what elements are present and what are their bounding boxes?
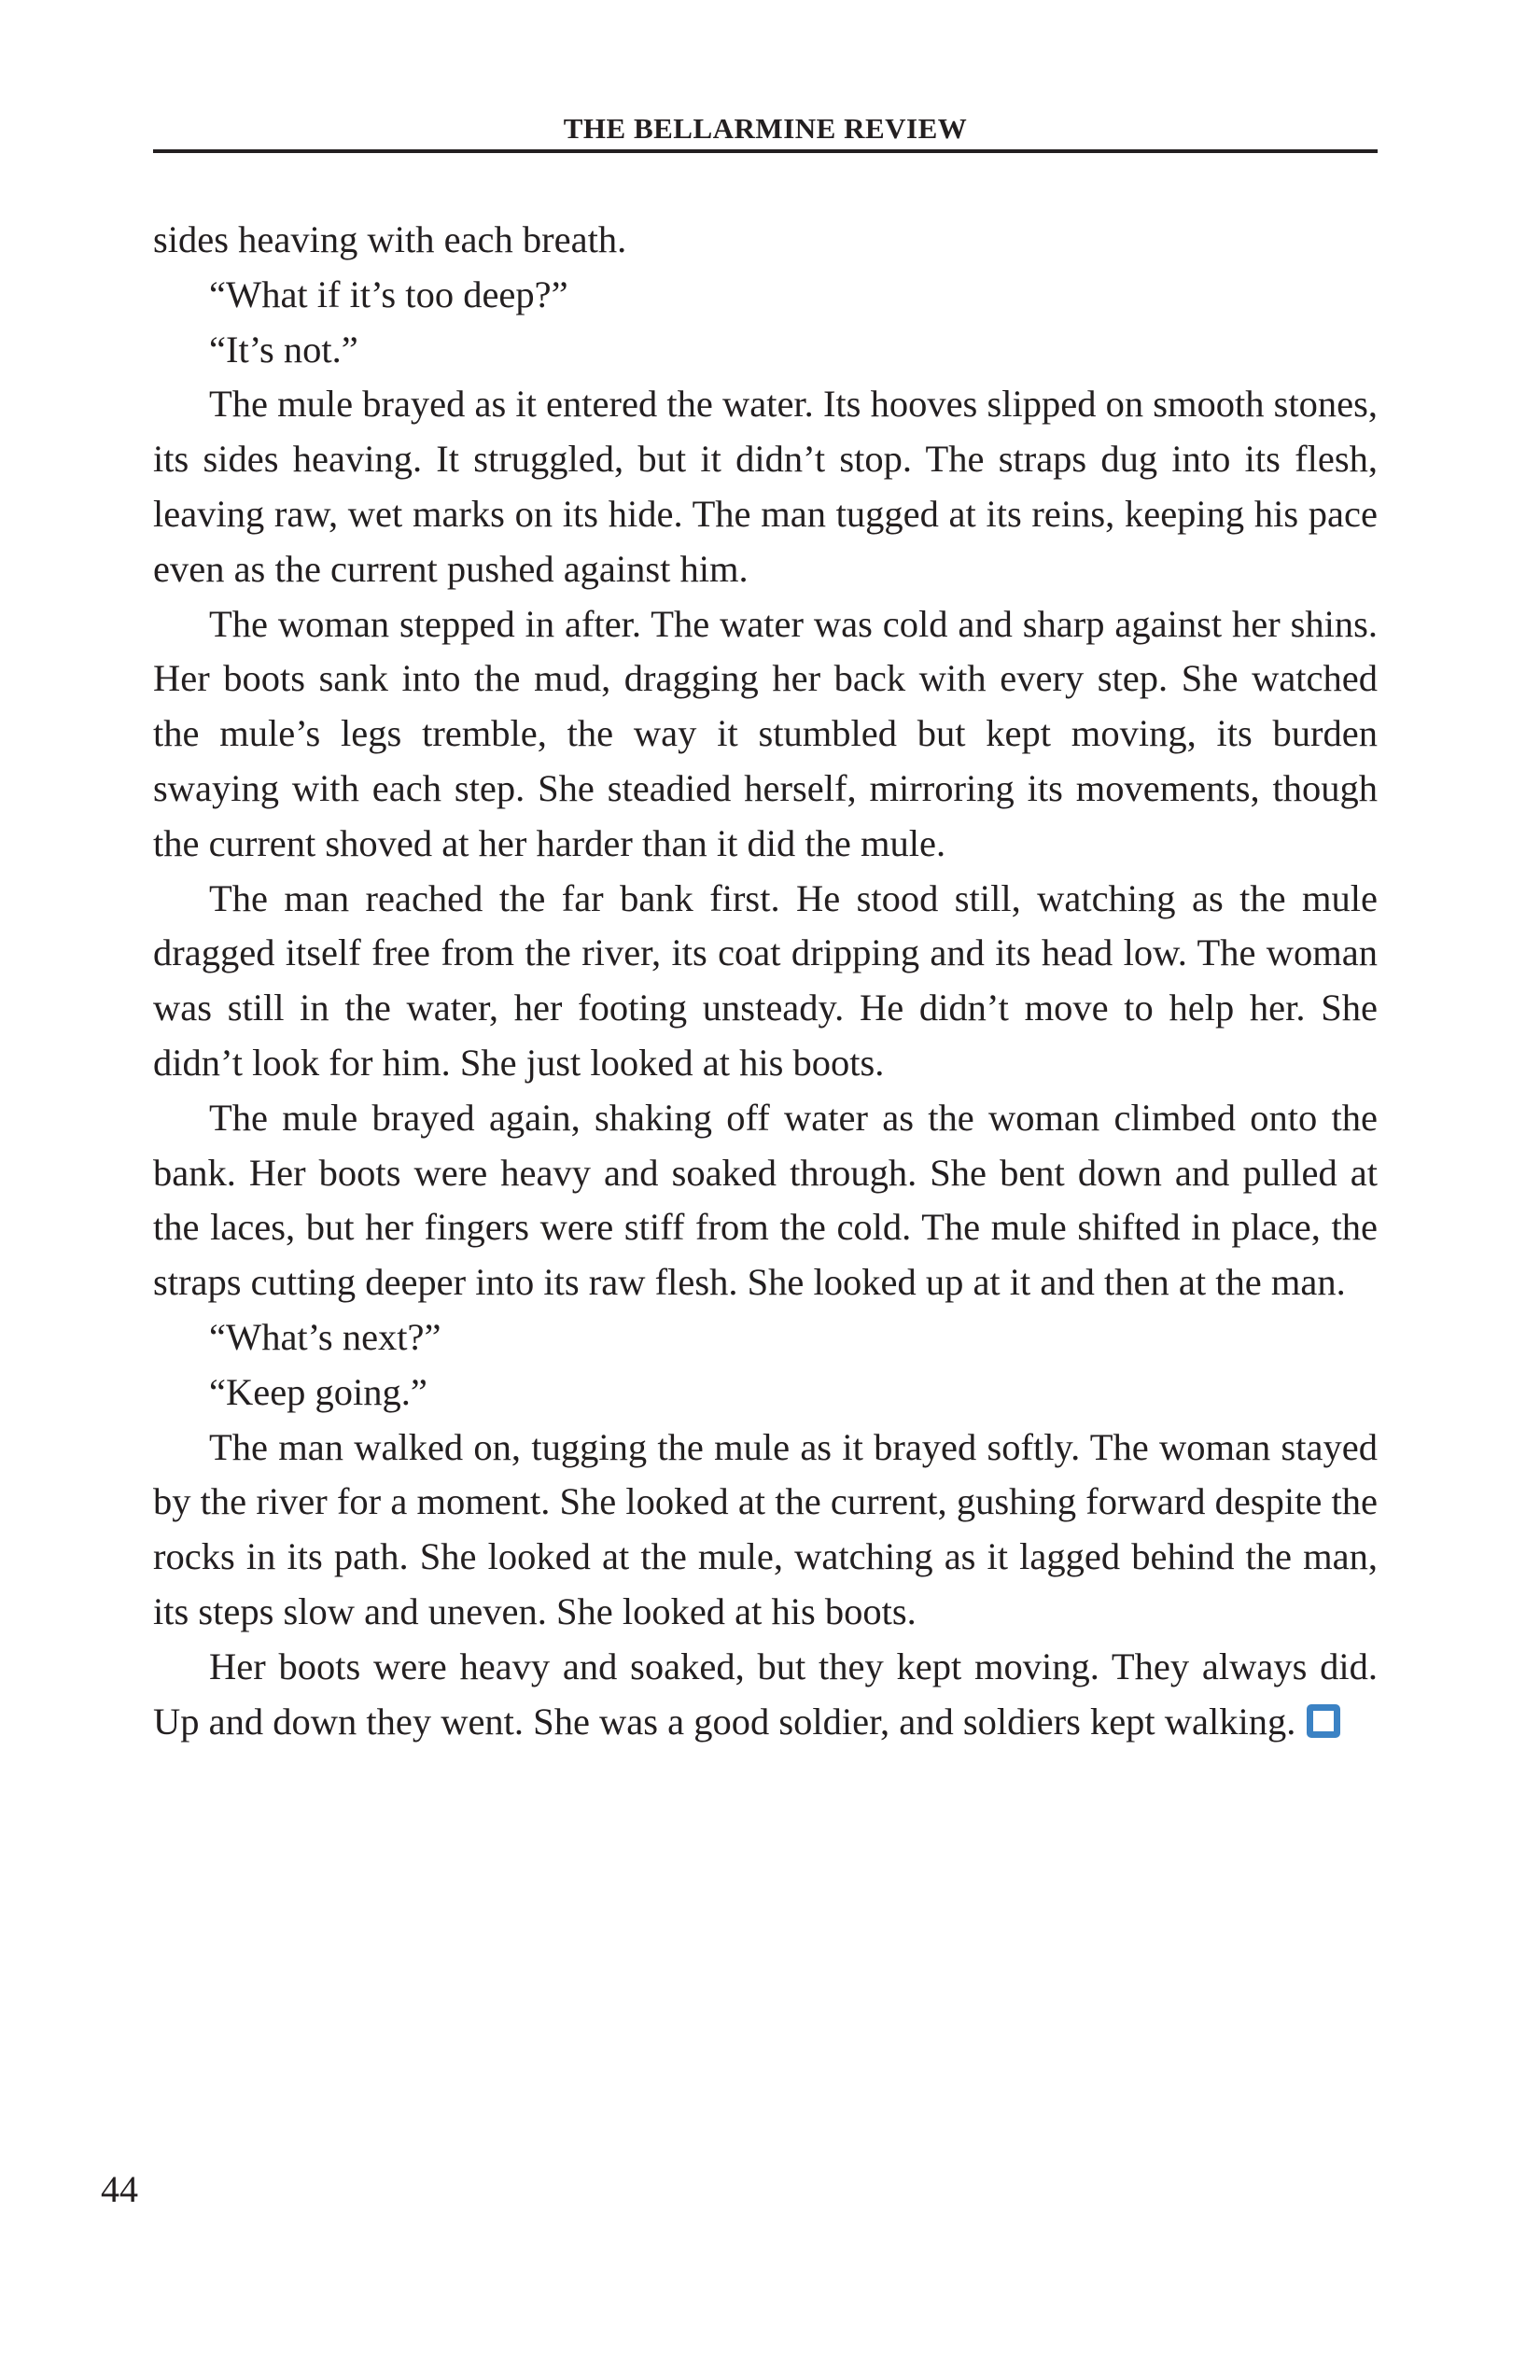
story-text xyxy=(153,213,1378,1749)
paragraph-4: The mule brayed as it entered the water. Its hooves slipped on smooth stones, its sides heaving. It struggled, but it didn’t stop. The straps dug into its flesh, leaving raw, wet marks on its hide. The man tugged at its reins, keeping his pace even as the current pushed against him. xyxy=(153,383,1378,590)
page-number: 44 xyxy=(101,2168,138,2210)
header-rule xyxy=(153,149,1378,153)
paragraph-8: “What’s next?” xyxy=(209,1315,441,1358)
paragraph-9: “Keep going.” xyxy=(209,1370,427,1413)
paragraph-5: The woman stepped in after. The water was cold and sharp against her shins. Her boots sank into the mud, dragging her back with every step. She watched the mule’s legs tremble, the way it stumbled but kept moving, its burden swaying with each step. She steadied herself, mirroring its movements, though the current shoved at her harder than it did the mule. xyxy=(153,602,1378,864)
paragraph-2: “What if it’s too deep?” xyxy=(209,273,568,315)
paragraph-3: “It’s not.” xyxy=(209,328,358,371)
paragraph-10: The man walked on, tugging the mule as it brayed softly. The woman stayed by the river for a moment. She looked at the current, gushing forward despite the rocks in its path. She looked at the mule, watching as it lagged behind the man, its steps slow and uneven. She looked at his boots. xyxy=(153,1425,1378,1632)
paragraph-7: The mule brayed again, shaking off water as the woman climbed onto the bank. Her boots were heavy and soaked through. She bent down and pulled at the laces, but her fingers were stiff from the cold. The mule shifted in place, the straps cutting deeper into its raw flesh. She looked up at it and then at the man. xyxy=(153,1096,1378,1304)
paragraph-6: The man reached the far bank first. He stood still, watching as the mule dragged itself free from the river, its coat dripping and its head low. The woman was still in the water, her footing unsteady. He didn’t move to help her. She didn’t look for him. She just looked at his boots. xyxy=(153,876,1378,1084)
paragraph-11-text: Her boots were heavy and soaked, but they kept moving. They always did. Up and down they went. She was a good soldier, and soldiers kept walking. xyxy=(153,1645,1378,1743)
running-head-title: THE BELLARMINE REVIEW xyxy=(563,112,968,145)
end-of-story-square-icon xyxy=(1307,1704,1340,1738)
paragraph-1: sides heaving with each breath. xyxy=(153,218,627,260)
paragraph-11 xyxy=(153,1640,1378,1750)
